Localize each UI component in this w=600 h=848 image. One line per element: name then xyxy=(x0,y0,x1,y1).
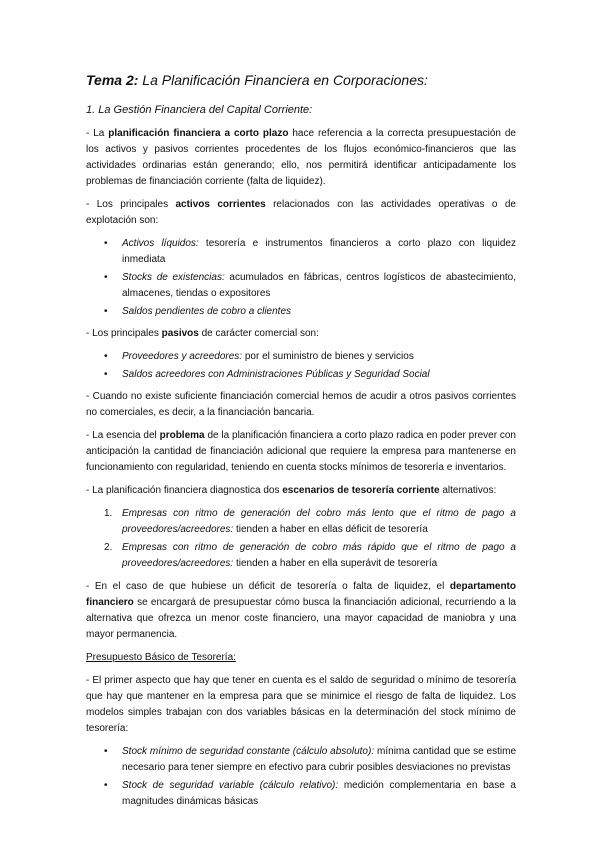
paragraph-escenarios: - La planificación financiera diagnostica dos escenarios de tesorería corriente alternativos: xyxy=(86,485,497,496)
list-item: • Stock de seguridad variable (cálculo relativo): medición complementaria en base a magnitudes dinámicas básicas xyxy=(122,778,516,810)
paragraph-planificacion: - La planificación financiera a corto plazo hace referencia a la correcta presupuestación de los activos y pasivos corrientes procedentes de los flujos económico-financieros que las actividades ordinarias están generando; ello, nos permitirá identificar anticipadamente los problemas de financiación corriente (falta de liquidez). xyxy=(86,128,516,187)
paragraph-problema: - La esencia del problema de la planificación financiera a corto plazo radica en poder prever con anticipación la cantidad de financiación adicional que requiere la empresa para mantenerse en funcionamiento con regularidad, teniendo en cuenta stocks mínimos de tesorería e inventarios. xyxy=(86,430,516,473)
list-pasivos xyxy=(86,349,516,383)
paragraph-deficit: - En el caso de que hubiese un déficit de tesorería o falta de liquidez, el departamento financiero se encargará de presupuestar cómo busca la financiación adicional, recurriendo a la alternativa que ofrezca un menor coste financiero, una mayor capacidad de maniobra y una mayor permanencia. xyxy=(86,581,516,640)
section-heading-presupuesto: Presupuesto Básico de Tesorería: xyxy=(86,652,236,663)
paragraph-financiacion-bancaria: - Cuando no existe suficiente financiación comercial hemos de acudir a otros pasivos corrientes no comerciales, es decir, a la financiación bancaria. xyxy=(86,391,516,418)
list-item: • Stocks de existencias: acumulados en fábricas, centros logísticos de abastecimiento, almacenes, tiendas o expositores xyxy=(122,270,516,302)
list-item: • Proveedores y acreedores: por el suministro de bienes y servicios xyxy=(122,349,516,365)
page-title xyxy=(86,70,516,90)
document-content xyxy=(86,70,516,816)
list-item: • Activos líquidos: tesorería e instrumentos financieros a corto plazo con liquidez inmediata xyxy=(122,236,516,268)
list-item: 2. Empresas con ritmo de generación de cobro más rápido que el ritmo de pago a proveedores/acreedores: tienden a haber en ella superávit de tesorería xyxy=(104,542,516,569)
list-item: 1. Empresas con ritmo de generación del cobro más lento que el ritmo de pago a proveedores/acreedores: tienden a haber en ellas déficit de tesorería xyxy=(104,508,516,535)
paragraph-pasivos: - Los principales pasivos de carácter comercial son: xyxy=(86,328,319,339)
title-rest: La Planificación Financiera en Corporaciones: xyxy=(138,72,428,88)
list-item: • Stock mínimo de seguridad constante (cálculo absoluto): mínima cantidad que se estime necesario para tener siempre en efectivo para cubrir posibles desviaciones no previstas xyxy=(122,744,516,776)
paragraph-activos: - Los principales activos corrientes relacionados con las actividades operativas o de explotación son: xyxy=(86,199,516,226)
list-item: • Saldos pendientes de cobro a clientes xyxy=(122,304,516,320)
paragraph-saldo-seguridad: - El primer aspecto que hay que tener en cuenta es el saldo de seguridad o mínimo de tesorería que hay que mantener en la empresa para que se minimice el riesgo de falta de liquidez. Los modelos simples trabajan con dos variables básicas en la determinación del stock mínimo de tesorería: xyxy=(86,675,516,734)
section-heading-capital: 1. La Gestión Financiera del Capital Corriente: xyxy=(86,104,313,116)
title-bold: Tema 2: xyxy=(86,72,139,88)
list-stock xyxy=(86,744,516,810)
list-escenarios xyxy=(86,506,516,572)
list-item: • Saldos acreedores con Administraciones Públicas y Seguridad Social xyxy=(122,367,516,383)
list-activos xyxy=(86,236,516,320)
